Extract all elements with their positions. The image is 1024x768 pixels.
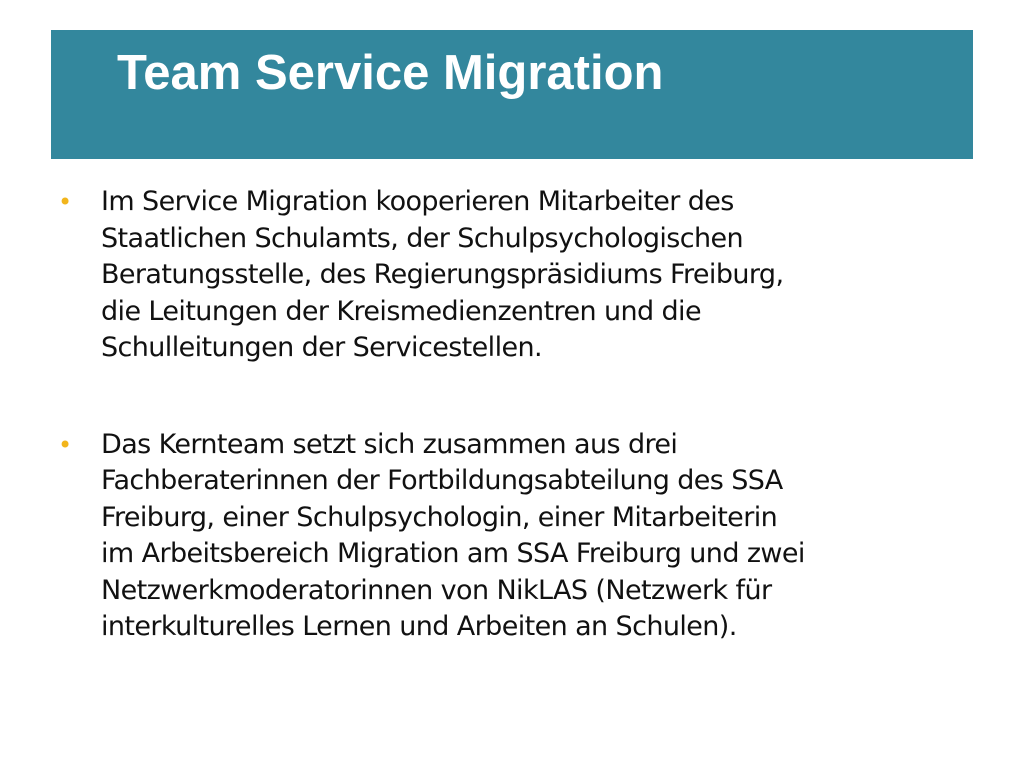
bullet-line: Netzwerkmoderatorinnen von NikLAS (Netzwerk für [101,574,772,606]
bullet-line: Schulleitungen der Servicestellen. [101,332,542,363]
bullet-list [58,184,958,646]
bullet-marker-icon: • [58,430,72,459]
bullet-line: interkulturelles Lernen und Arbeiten an Schulen). [101,611,737,642]
bullet-line: im Arbeitsbereich Migration am SSA Freiburg und zwei [101,538,805,569]
title-band [51,30,973,159]
bullet-line: die Leitungen der Kreismedienzentren und die [101,295,701,327]
bullet-line: Im Service Migration kooperieren Mitarbeiter des [101,186,734,217]
bullet-line: Freiburg, einer Schulpsychologin, einer Mitarbeiterin [101,501,778,533]
slide-title: Team Service Migration [117,46,664,100]
bullet-line: Beratungsstelle, des Regierungspräsidiums Freiburg, [101,259,784,290]
bullet-line: Das Kernteam setzt sich zusammen aus drei [101,428,678,460]
bullet-item [58,184,958,367]
bullet-line: Staatlichen Schulamts, der Schulpsychologischen [101,222,744,254]
bullet-marker-icon: • [58,188,72,216]
bullet-line: Fachberaterinnen der Fortbildungsabteilung des SSA [101,465,783,496]
bullet-item [58,427,958,646]
